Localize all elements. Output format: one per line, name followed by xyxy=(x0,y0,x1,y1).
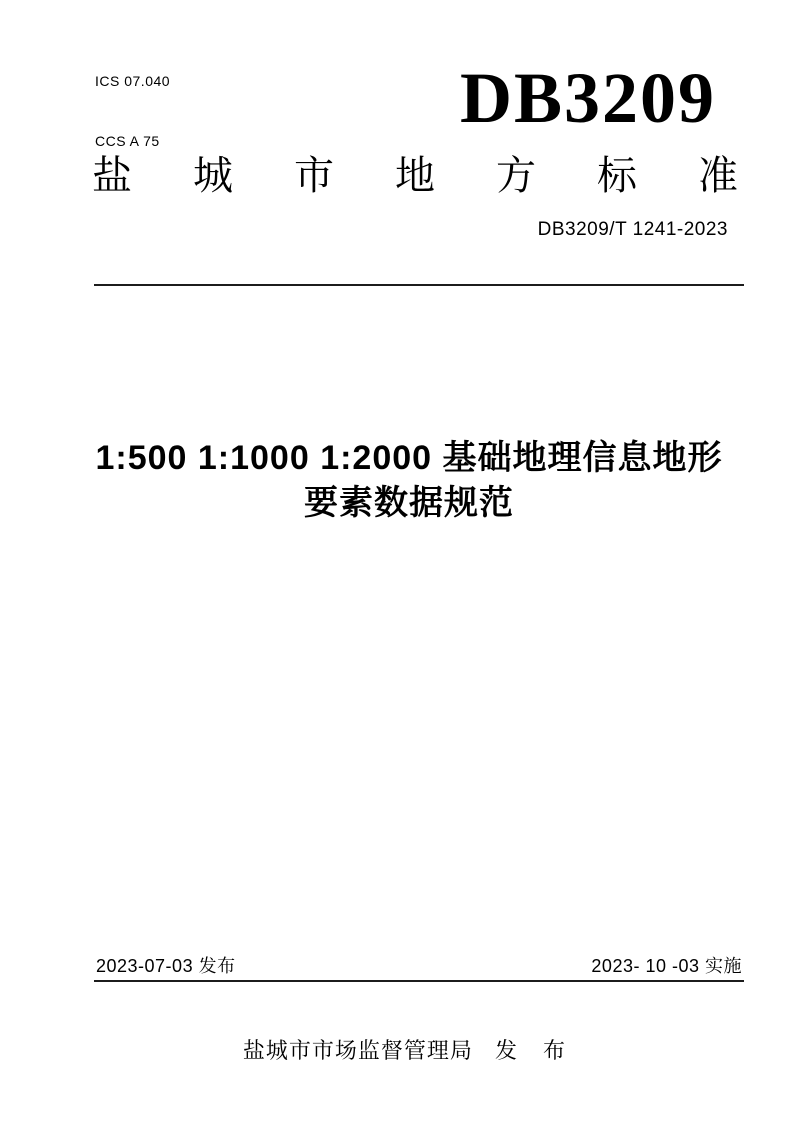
title-line-1: 1:500 1:1000 1:2000 基础地理信息地形 xyxy=(95,439,723,477)
standard-category-name: 盐 城 市 地 方 标 准 xyxy=(92,154,738,198)
standard-body-code: DB3209 xyxy=(459,58,716,138)
issue-date: 2023-07-03 发布 xyxy=(96,956,236,976)
bottom-divider xyxy=(94,980,744,982)
implement-date: 2023- 10 -03 实施 xyxy=(591,956,742,976)
document-number: DB3209/T 1241-2023 xyxy=(537,219,728,240)
publisher-organization: 盐城市市场监督管理局 xyxy=(242,1038,473,1063)
ccs-code: CCS A 75 xyxy=(95,133,160,149)
title-line-2: 要素数据规范 xyxy=(304,484,514,522)
publish-label: 发 布 xyxy=(494,1038,576,1063)
publisher-line xyxy=(9,1034,800,1065)
top-divider xyxy=(94,284,744,286)
ics-code: ICS 07.040 xyxy=(95,73,171,89)
document-title xyxy=(9,436,800,526)
